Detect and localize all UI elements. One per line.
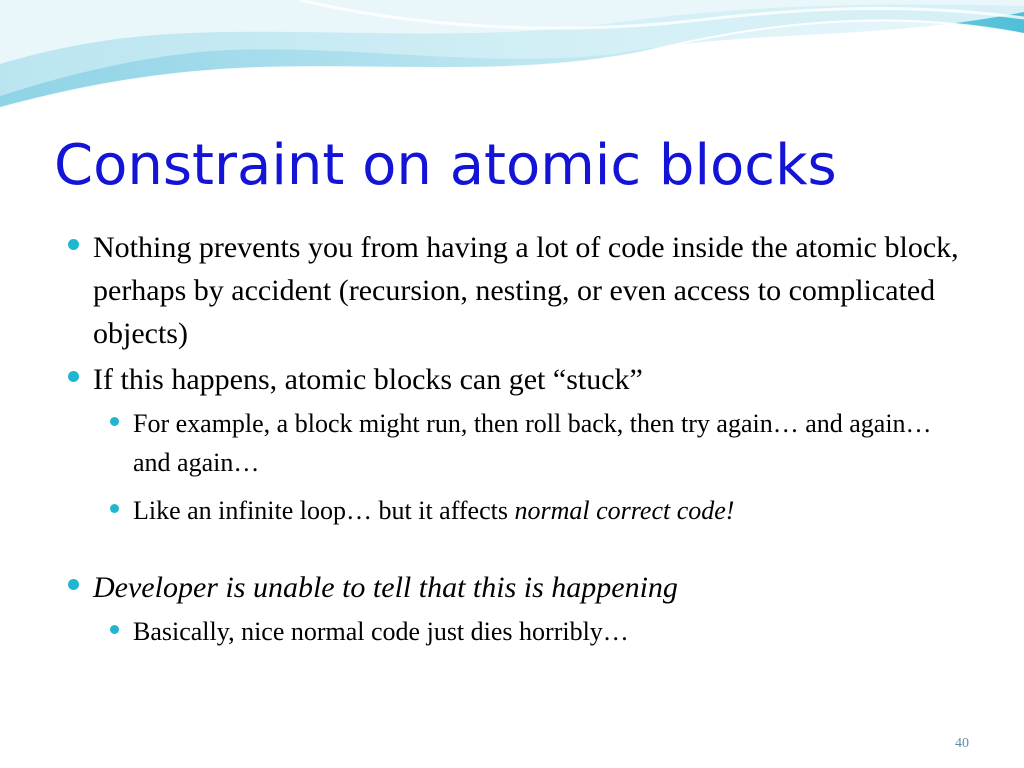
bullet-text: Nothing prevents you from having a lot of code inside the atomic block, perhaps by accident (recursion, nesting, or even access to complicated objects): [93, 231, 959, 350]
bullet-dot-icon: [68, 371, 79, 382]
sub-bullet-item: [62, 404, 962, 482]
sub-bullet-text: For example, a block might run, then roll back, then try again… and again… and again…: [133, 409, 932, 477]
sub-bullet-text: Like an infinite loop… but it affects: [133, 496, 515, 525]
sub-bullet-dot-icon: [110, 504, 119, 513]
bullet-item: [62, 226, 962, 355]
sub-bullet-item: [62, 491, 962, 530]
sub-bullet-text: Basically, nice normal code just dies horribly…: [133, 617, 629, 646]
slide-title: Constraint on atomic blocks: [54, 133, 837, 198]
sub-bullet-item: [62, 612, 962, 651]
bullet-item: [62, 358, 962, 401]
sub-bullet-dot-icon: [110, 417, 119, 426]
header-wave-decoration: [0, 0, 1024, 130]
bullet-text: Developer is unable to tell that this is happening: [93, 571, 678, 604]
bullet-dot-icon: [68, 239, 79, 250]
bullet-item: [62, 566, 962, 609]
sub-bullet-emphasis: normal correct code!: [514, 496, 735, 525]
page-number: 40: [955, 736, 969, 751]
bullet-list: [62, 226, 962, 651]
bullet-dot-icon: [68, 579, 79, 590]
sub-bullet-dot-icon: [110, 625, 119, 634]
bullet-text: If this happens, atomic blocks can get “stuck”: [93, 363, 643, 396]
